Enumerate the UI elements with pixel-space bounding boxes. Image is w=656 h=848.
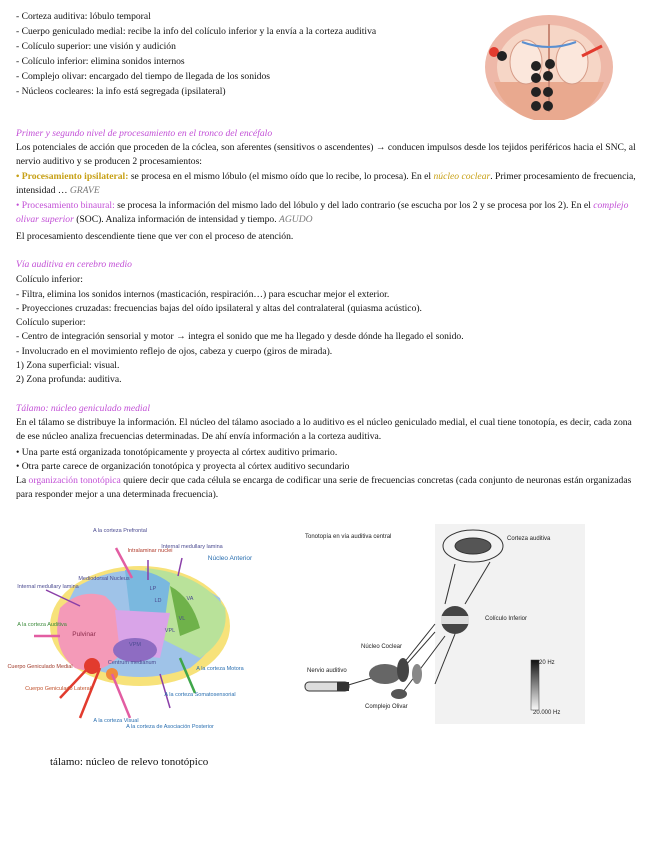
term-label: • Procesamiento binaural:: [16, 200, 115, 211]
paragraph: [16, 141, 638, 170]
label-intralaminar: Intralaminar nuclei: [127, 548, 173, 554]
label-cg-medial: Cuerpo Geniculado Medial: [7, 664, 73, 670]
label-corteza-visual: A la corteza Visual: [93, 718, 139, 724]
list-item: - Cuerpo geniculado medial: recibe la info del colículo inferior y la envía a la corteza auditiva: [16, 26, 377, 37]
label-pulvinar: Pulvinar: [72, 631, 96, 638]
term: organización tonotópica: [28, 475, 121, 486]
section-heading: Tálamo: núcleo geniculado medial: [16, 403, 151, 414]
label-corteza-prefrontal: A la corteza Prefrontal: [92, 528, 148, 534]
label-corteza-somato: A la corteza Somatosensorial: [164, 692, 236, 698]
paragraph-text: se procesa la información del mismo lado del lóbulo y del lado contrario (se escucha por los 2 y se procesa por los 2). En el: [114, 200, 594, 211]
label-mediodorsal: Mediodorsal Nucleus: [78, 576, 130, 582]
section-heading: Vía auditiva en cerebro medio: [16, 259, 132, 270]
label-cg-lateral: Cuerpo Geniculado Lateral: [25, 686, 91, 692]
frequency-scale-bar: [531, 660, 539, 710]
term: núcleo coclear: [433, 171, 491, 182]
label-corteza-auditiva: Corteza auditiva: [507, 536, 551, 542]
term: complejo olivar superior: [16, 200, 629, 226]
paragraph: [16, 474, 638, 503]
tag: GRAVE: [69, 185, 100, 197]
label-internal-medullary: Internal medullary lamina: [161, 544, 223, 550]
list-item: - Filtra, elimina los sonidos internos (masticación, respiración…) para escuchar mejor el exterior.: [16, 289, 390, 300]
paragraph-text: La: [16, 475, 29, 486]
list-item: • Una parte está organizada tonotópicamente y proyecta al córtex auditivo primario.: [16, 447, 338, 458]
list-item: - Involucrado en el movimiento reflejo de ojos, cabeza y cuerpo (giros de mirada).: [16, 346, 333, 357]
label-lp: LP: [149, 586, 157, 592]
list-item: - Corteza auditiva: lóbulo temporal: [16, 11, 151, 22]
tonotopy-figure: [285, 524, 585, 724]
label-vpl: VPL: [164, 628, 176, 634]
paragraph-text: (SOC). Analiza información de intensidad y tiempo.: [73, 214, 279, 226]
label-nervio-auditivo: Nervio auditivo: [307, 668, 347, 674]
list-item: - Complejo olivar: encargado del tiempo de llegada de los sonidos: [16, 71, 270, 82]
scale-high-label: 20.000 Hz: [533, 710, 561, 716]
section-heading: Primer y segundo nivel de procesamiento en el tronco del encéfalo: [16, 128, 273, 139]
tonotopy-title: Tonotopía en vía auditiva central: [305, 534, 392, 540]
list-item: - Núcleos cocleares: la info está segregada (ipsilateral): [16, 86, 226, 97]
label-vpm: VPM: [129, 642, 141, 648]
list-item: • Otra parte carece de organización tonotópica y proyecta al córtex auditivo secundario: [16, 461, 350, 472]
label-centrum: Centrum medianum: [107, 660, 157, 666]
scale-low-label: 20 Hz: [539, 660, 555, 666]
label-ld: LD: [154, 598, 162, 604]
paragraph-text: En el tálamo se distribuye la información. El núcleo del tálamo asociado a lo auditivo es el núcleo geniculado medial, el cual tiene tonotopía, es decir, cada zona de ese núcleo analiza frecuencias determinadas. De ahí envía información a la corteza auditiva.: [16, 417, 632, 443]
label-internal-medullary-2: Internal medullary lamina: [17, 584, 79, 590]
tag: AGUDO: [279, 214, 313, 226]
label-corteza-motora: A la corteza Motora: [196, 666, 244, 672]
label-va: VA: [186, 596, 194, 602]
paragraph-text: . Primer procesamiento de frecuencia, intensidad …: [16, 171, 636, 197]
label-vl: VL: [178, 616, 186, 622]
label-corteza-auditiva: A la corteza Auditiva: [17, 622, 67, 628]
term-label: • Procesamiento ipsilateral:: [16, 171, 129, 182]
label-corteza-asociacion: A la corteza de Asociación Posterior: [126, 724, 214, 730]
list-item: Colículo superior:: [16, 317, 86, 328]
list-item: - Centro de integración sensorial y motor → integra el sonido que me ha llegado y desde dónde ha llegado el sonido.: [16, 331, 464, 342]
paragraph-text: El procesamiento descendiente tiene que ver con el proceso de atención.: [16, 231, 294, 242]
thalamus-figure: [7, 518, 253, 750]
label-complejo-olivar: Complejo Olivar: [365, 704, 408, 710]
label-coliculo-inferior: Colículo Inferior: [485, 616, 528, 622]
paragraph-ipsilateral: [16, 170, 638, 199]
paragraph-binaural: [16, 199, 638, 228]
figure-caption: tálamo: núcleo de relevo tonotópico: [50, 756, 209, 768]
label-nucleo-coclear: Núcleo Coclear: [361, 644, 403, 650]
list-item: - Proyecciones cruzadas: frecuencias bajas del oído ipsilateral y altas del contralateral (quiasma acústico).: [16, 303, 422, 314]
list-item: - Colículo superior: une visión y audición: [16, 41, 176, 52]
list-item: - Colículo inferior: elimina sonidos internos: [16, 56, 185, 67]
list-item: 2) Zona profunda: auditiva.: [16, 374, 122, 385]
list-item: 1) Zona superficial: visual.: [16, 360, 120, 371]
brain-section-figure: [474, 12, 624, 128]
paragraph: [16, 416, 638, 445]
paragraph-text: Los potenciales de acción que proceden de la cóclea, son aferentes (sensitivos o ascendentes) → conducen impulsos desde los tejidos periféricos hacia el SNC, al nervio auditivo y se producen 2 procesamientos:: [16, 142, 636, 168]
label-nucleo-anterior: Núcleo Anterior: [207, 555, 253, 562]
paragraph-text: se procesa en el mismo lóbulo (el mismo oído que lo recibe, lo procesa). En el: [128, 171, 434, 182]
list-item: Colículo inferior:: [16, 274, 83, 285]
paragraph-text: quiere decir que cada célula se encarga de codificar una serie de frecuencias concretas (cada conjunto de neuronas están organizadas para responder mejor a una determinada frecuencia).: [16, 475, 632, 501]
